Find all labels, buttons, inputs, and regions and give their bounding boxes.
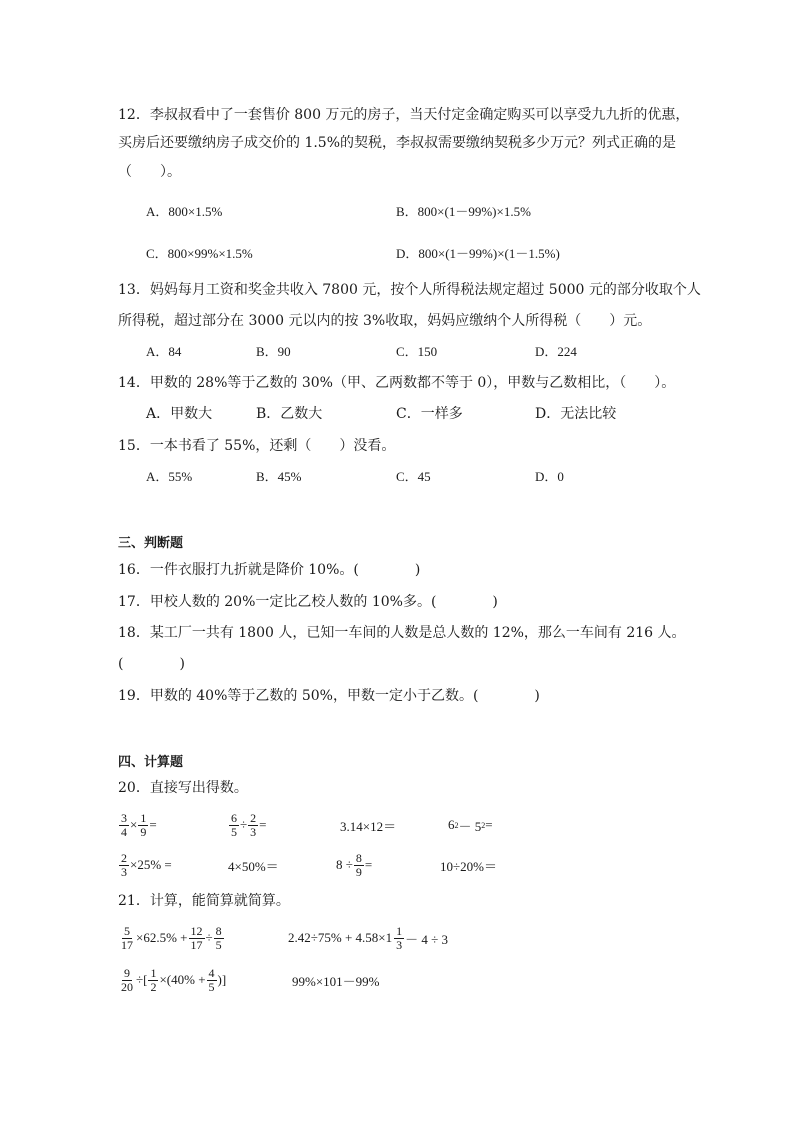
q20-expr4: 6 2 － 5 2 = [448,817,493,834]
q21-calc1: $\frac{5}{17}$ ×62.5% + $\frac{12}{17}$ ÷ $\frac{8}{5}$ [121,923,222,952]
fraction: $\frac{6}{5}$ [231,810,237,839]
q13-option-c: C．150 [396,344,438,359]
q14-option-a: A．甲数大 [146,406,213,422]
q13-line1: 13．妈妈每月工资和奖金共收入 7800 元，按个人所得税法规定超过 5000 元的部分收取个人 [118,282,701,298]
fraction: $\frac{1}{2}$ [150,965,157,994]
q20-expr3: 3.14×12＝ [340,818,397,834]
q12-option-d: D．800×(1－99%)×(1－1.5%) [396,246,560,261]
fraction: $\frac{4}{5}$ [208,965,215,994]
fraction: $\frac{9}{20}$ [121,965,133,994]
q15-option-d: D．0 [535,469,564,484]
fraction: $\frac{3}{4}$ [121,810,127,839]
q14-option-c: C．一样多 [396,406,463,422]
q12-line2: 买房后还要缴纳房子成交价的 1.5%的契税，李叔叔需要缴纳契税多少万元？列式正确的是 [118,135,677,151]
section4-title: 四、计算题 [118,755,184,770]
fraction: $\frac{5}{17}$ [121,923,133,952]
q14-option-d: D．无法比较 [535,406,617,422]
mixed-number: 1 $\frac{1}{3}$ [385,923,403,952]
q13-option-b: B．90 [256,344,291,359]
q13-option-d: D．224 [535,344,577,359]
q21-calc2: 2.42÷75% + 4.58× 1 $\frac{1}{3}$ － 4 ÷ 3 [288,923,449,952]
q12-option-b: B．800×(1－99%)×1.5% [396,204,531,219]
q21-title: 21．计算，能简算就简算。 [118,893,290,909]
q16: 16．一件衣服打九折就是降价 10%。( ) [118,562,421,578]
q13-line2: 所得税，超过部分在 3000 元以内的按 3%收取，妈妈应缴纳个人所得税（ ）元。 [118,313,652,329]
fraction: $\frac{8}{9}$ [355,850,362,879]
q20-expr7: 8 ÷ $\frac{8}{9}$ = [336,850,373,879]
fraction: $\frac{12}{17}$ [190,923,203,952]
q18-line1: 18．某工厂一共有 1800 人，已知一车间的人数是总人数的 12%，那么一车间有 216 人。 [118,625,686,641]
q12-line3: （ ）。 [118,164,181,180]
q17: 17．甲校人数的 20%一定比乙校人数的 10%多。( ) [118,594,498,610]
q12-option-a: A．800×1.5% [146,204,223,219]
q20-expr8: 10÷20%＝ [440,858,497,874]
q20-title: 20．直接写出得数。 [118,780,248,796]
q15-option-b: B．45% [256,469,302,484]
q20-expr2: $\frac{6}{5}$ ÷ $\frac{2}{3}$ = [231,810,267,839]
fraction: $\frac{1}{9}$ [140,810,147,839]
q12-line1: 12．李叔叔看中了一套售价 800 万元的房子，当天付定金确定购买可以享受九九折的优惠， [118,107,690,123]
q15-option-c: C．45 [396,469,431,484]
fraction: $\frac{1}{3}$ [396,923,403,952]
q12-option-c: C．800×99%×1.5% [146,246,253,261]
fraction: $\frac{2}{3}$ [121,850,127,879]
section3-title: 三、判断题 [118,536,184,551]
q20-expr1: $\frac{3}{4}$ × $\frac{1}{9}$ = [121,810,157,839]
q19: 19．甲数的 40%等于乙数的 50%，甲数一定小于乙数。( ) [118,688,540,704]
q14-option-b: B．乙数大 [256,406,323,422]
q14-line1: 14．甲数的 28%等于乙数的 30%（甲、乙两数都不等于 0），甲数与乙数相比，（ ）。 [118,375,676,391]
fraction: $\frac{8}{5}$ [215,923,222,952]
q15-line1: 15．一本书看了 55%，还剩（ ）没看。 [118,438,396,454]
fraction: $\frac{2}{3}$ [250,810,257,839]
q21-calc4: 99%×101－99% [292,973,380,989]
q21-calc3: $\frac{9}{20}$ ÷[ $\frac{1}{2}$ ×(40% + $\frac{4}{5}$ )] [121,965,227,994]
q13-option-a: A．84 [146,344,182,359]
q20-expr5: $\frac{2}{3}$ ×25% = [121,850,172,879]
q15-option-a: A．55% [146,469,193,484]
q20-expr6: 4×50%＝ [228,858,279,874]
q18-line2: ( ) [118,656,185,672]
